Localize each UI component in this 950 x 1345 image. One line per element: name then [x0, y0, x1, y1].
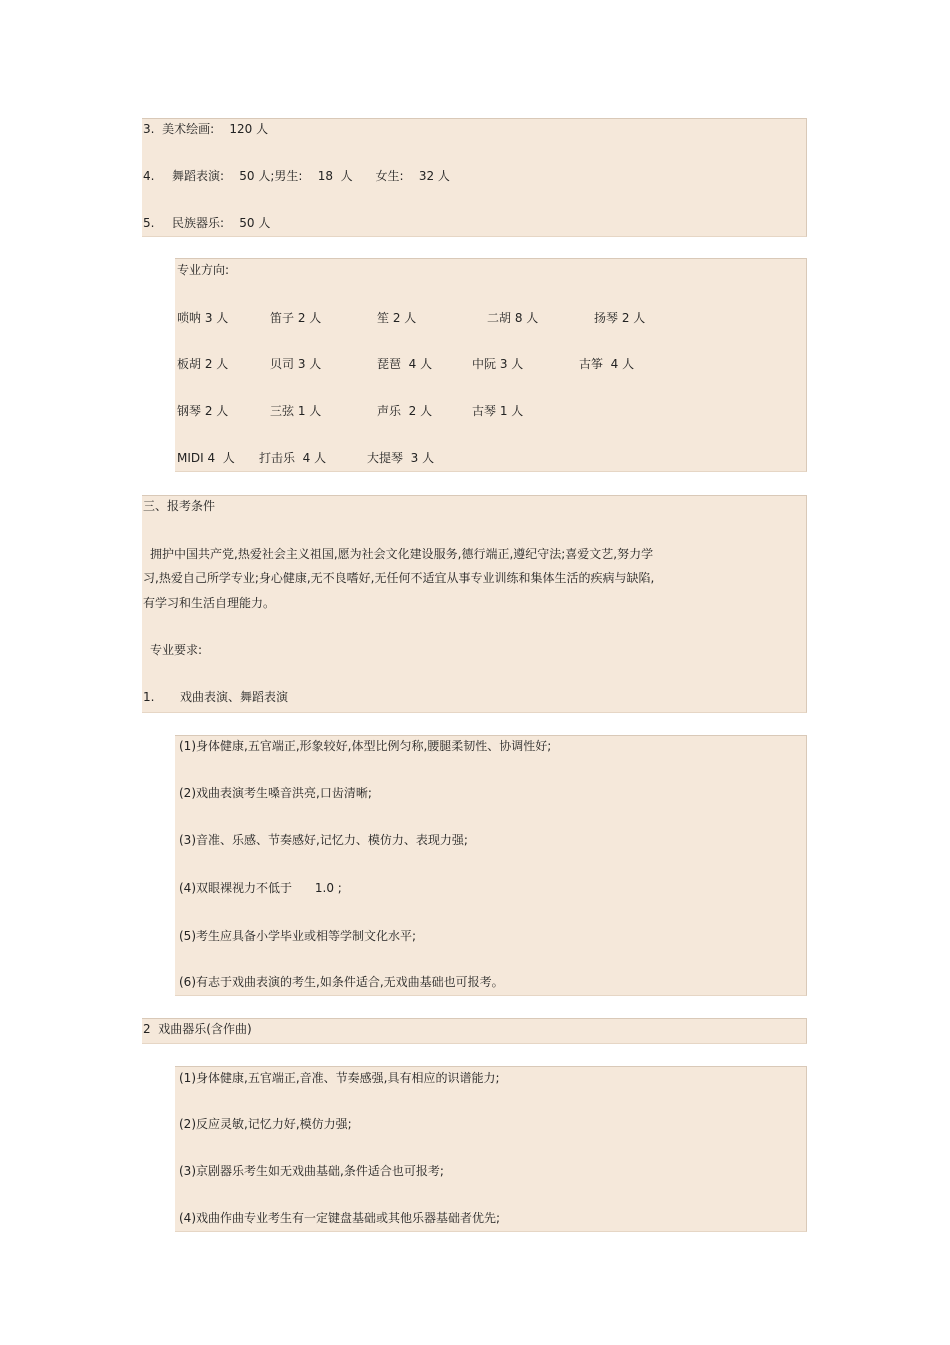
major-cell: 古筝 4 人 [579, 357, 635, 371]
major-cell: 大提琴 3 人 [367, 451, 435, 465]
major-cell: 板胡 2 人 [177, 357, 229, 371]
major-cell: 唢呐 3 人 [177, 311, 229, 325]
folk-line: 民族器乐: 50 人 [172, 216, 271, 230]
enrollment-box [142, 118, 807, 237]
conditions-box [142, 495, 807, 713]
requirement-item: (4)戏曲作曲专业考生有一定键盘基础或其他乐器基础者优先; [179, 1211, 501, 1225]
major-cell: 琵琶 4 人 [377, 357, 433, 371]
section1-title: 戏曲表演、舞蹈表演 [180, 690, 289, 704]
major-cell: 中阮 3 人 [472, 357, 524, 371]
conditions-heading: 三、报考条件 [143, 499, 216, 513]
folk-number: 5. [143, 216, 155, 230]
major-cell: 打击乐 4 人 [259, 451, 327, 465]
opera-performance-box [175, 735, 807, 996]
requirements-heading: 专业要求: [150, 643, 203, 657]
major-cell: 笛子 2 人 [270, 311, 322, 325]
requirement-item: (1)身体健康,五官端正,音准、节奏感强,具有相应的识谱能力; [179, 1071, 500, 1085]
majors-box [175, 258, 807, 472]
major-cell: 二胡 8 人 [487, 311, 539, 325]
major-cell: 声乐 2 人 [377, 404, 433, 418]
major-cell: 贝司 3 人 [270, 357, 322, 371]
dance-number: 4. [143, 169, 155, 183]
requirement-item: (5)考生应具备小学毕业或相等学制文化水平; [179, 929, 417, 943]
major-cell: 钢琴 2 人 [177, 404, 229, 418]
opera-music-box [175, 1066, 807, 1232]
major-cell: 古琴 1 人 [472, 404, 524, 418]
major-cell: MIDI 4 人 [177, 451, 235, 465]
requirement-item: (3)音准、乐感、节奏感好,记忆力、模仿力、表现力强; [179, 833, 468, 847]
requirement-item: (1)身体健康,五官端正,形象较好,体型比例匀称,腰腿柔韧性、协调性好; [179, 739, 552, 753]
majors-heading: 专业方向: [177, 263, 230, 277]
major-cell: 三弦 1 人 [270, 404, 322, 418]
opera-music-title: 2 戏曲器乐(含作曲) [143, 1022, 252, 1036]
major-cell: 笙 2 人 [377, 311, 417, 325]
conditions-paragraph-line: 拥护中国共产党,热爱社会主义祖国,愿为社会文化建设服务,德行端正,遵纪守法;喜爱文艺,努力学 [150, 547, 654, 561]
dance-line: 舞蹈表演: 50 人;男生: 18 人 女生: 32 人 [172, 169, 450, 183]
opera-music-title-box [142, 1018, 807, 1044]
section1-number: 1. [143, 690, 155, 704]
requirement-item: (2)反应灵敏,记忆力好,模仿力强; [179, 1117, 352, 1131]
major-cell: 扬琴 2 人 [594, 311, 646, 325]
requirement-item: (2)戏曲表演考生嗓音洪亮,口齿清晰; [179, 786, 372, 800]
requirement-item: (6)有志于戏曲表演的考生,如条件适合,无戏曲基础也可报考。 [179, 975, 504, 989]
art-line: 3. 美术绘画: 120 人 [143, 122, 269, 136]
requirement-item: (3)京剧器乐考生如无戏曲基础,条件适合也可报考; [179, 1164, 444, 1178]
requirement-item: (4)双眼裸视力不低于 1.0 ; [179, 881, 342, 895]
conditions-paragraph-line: 有学习和生活自理能力。 [143, 596, 276, 610]
conditions-paragraph-line: 习,热爱自己所学专业;身心健康,无不良嗜好,无任何不适宜从事专业训练和集体生活的疾病与缺陷, [143, 571, 655, 585]
